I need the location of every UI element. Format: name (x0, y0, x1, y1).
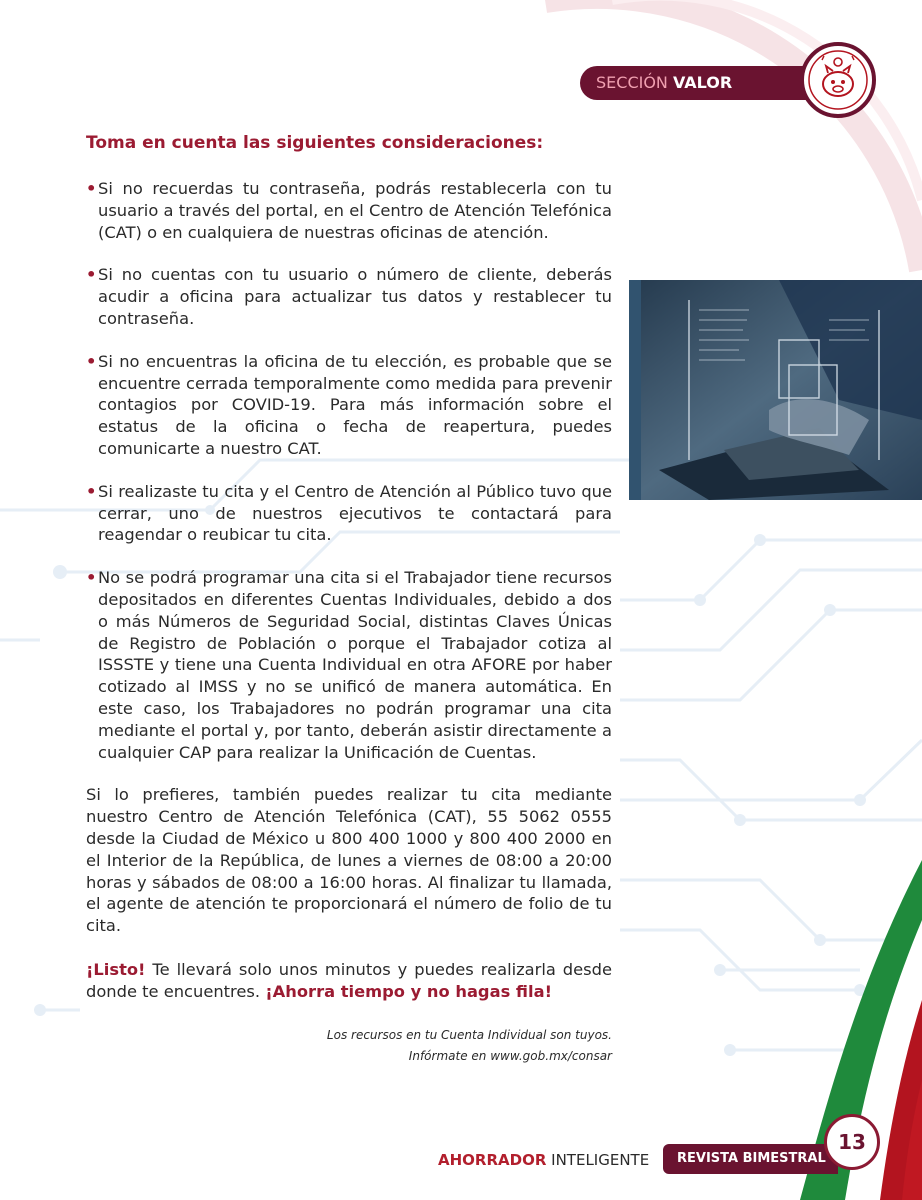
list-item: • Si no encuentras la oficina de tu elección, es probable que se encuentre cerrada temporalmente como medida para prevenir contagios por COVID-19. Para más información sobre el estatus de la oficina o fecha de reapertura, puedes comunicarte a nuestro CAT. (86, 351, 612, 458)
footer-brand (438, 1150, 649, 1170)
bullet-icon: • (86, 481, 97, 501)
content-column (86, 130, 612, 1067)
bullet-icon: • (86, 265, 97, 285)
list-item: • Si realizaste tu cita y el Centro de Atención al Público tuvo que cerrar, uno de nuestros ejecutivos te contactará para reagendar o reubicar tu cita. (86, 481, 612, 545)
bullet-icon: • (86, 351, 97, 371)
cat-paragraph: Si lo prefieres, también puedes realizar tu cita mediante nuestro Centro de Atención Telefónica (CAT), 55 5062 0555 desde la Ciudad de México u 800 400 1000 y 800 400 2000 en el Interior de la República, de lunes a viernes de 08:00 a 20:00 horas y sábados de 08:00 a 16:00 horas. Al finalizar tu llamada, el agente de atención te proporcionará el número de folio de tu cita. (86, 785, 612, 936)
list-item: • Si no recuerdas tu contraseña, podrás restablecerla con tu usuario a través del portal, en el Centro de Atención Telefónica (CAT) o en cualquiera de nuestras oficinas de atención. (86, 179, 612, 242)
bullet-icon: • (86, 179, 97, 198)
section-tag-bold: VALOR (672, 73, 733, 92)
section-tag (580, 66, 830, 100)
considerations-heading: Toma en cuenta las siguientes consideraciones: (86, 133, 544, 153)
footnote (86, 1025, 612, 1067)
listo-text: ¡Listo! (86, 959, 146, 979)
ahorra-text: ¡Ahorra tiempo y no hagas fila! (265, 981, 552, 1001)
closing-paragraph (86, 959, 612, 1003)
list-item: • No se podrá programar una cita si el Trabajador tiene recursos depositados en diferentes Cuentas Individuales, debido a dos o más Números de Seguridad Social, distintas Claves Únicas de Registro de Población o porque el Trabajador cotiza al ISSSTE y tiene una Cuenta Individual en otra AFORE por haber cotizado al IMSS y no se unificó de manera automática. En este caso, los Trabajadores no podrán programar una cita mediante el portal y, por tanto, deberán asistir directamente a cualquier CAP para realizar la Unificación de Cuentas. (86, 568, 612, 762)
considerations-list (86, 178, 612, 763)
footer-brand-regular: INTELIGENTE (546, 1151, 650, 1169)
laptop-photo (629, 280, 922, 500)
section-tag-light: SECCIÓN (596, 73, 668, 92)
closing-middle-text: Te llevará solo unos minutos y puedes realizarla desde donde te encuentres. (86, 959, 612, 1001)
piggy-bank-icon (798, 40, 878, 120)
footer-magazine-label: REVISTA BIMESTRAL (663, 1144, 838, 1174)
list-item: • Si no cuentas con tu usuario o número de cliente, deberás acudir a oficina para actualizar tus datos y restablecer tu contraseña. (86, 265, 612, 328)
footer-brand-bold: AHORRADOR (438, 1151, 547, 1169)
page-number: 13 (824, 1114, 880, 1170)
footnote-line-1: Los recursos en tu Cuenta Individual son tuyos. (326, 1027, 612, 1042)
footnote-line-2: Infórmate en www.gob.mx/consar (408, 1048, 612, 1063)
bullet-icon: • (86, 568, 97, 588)
